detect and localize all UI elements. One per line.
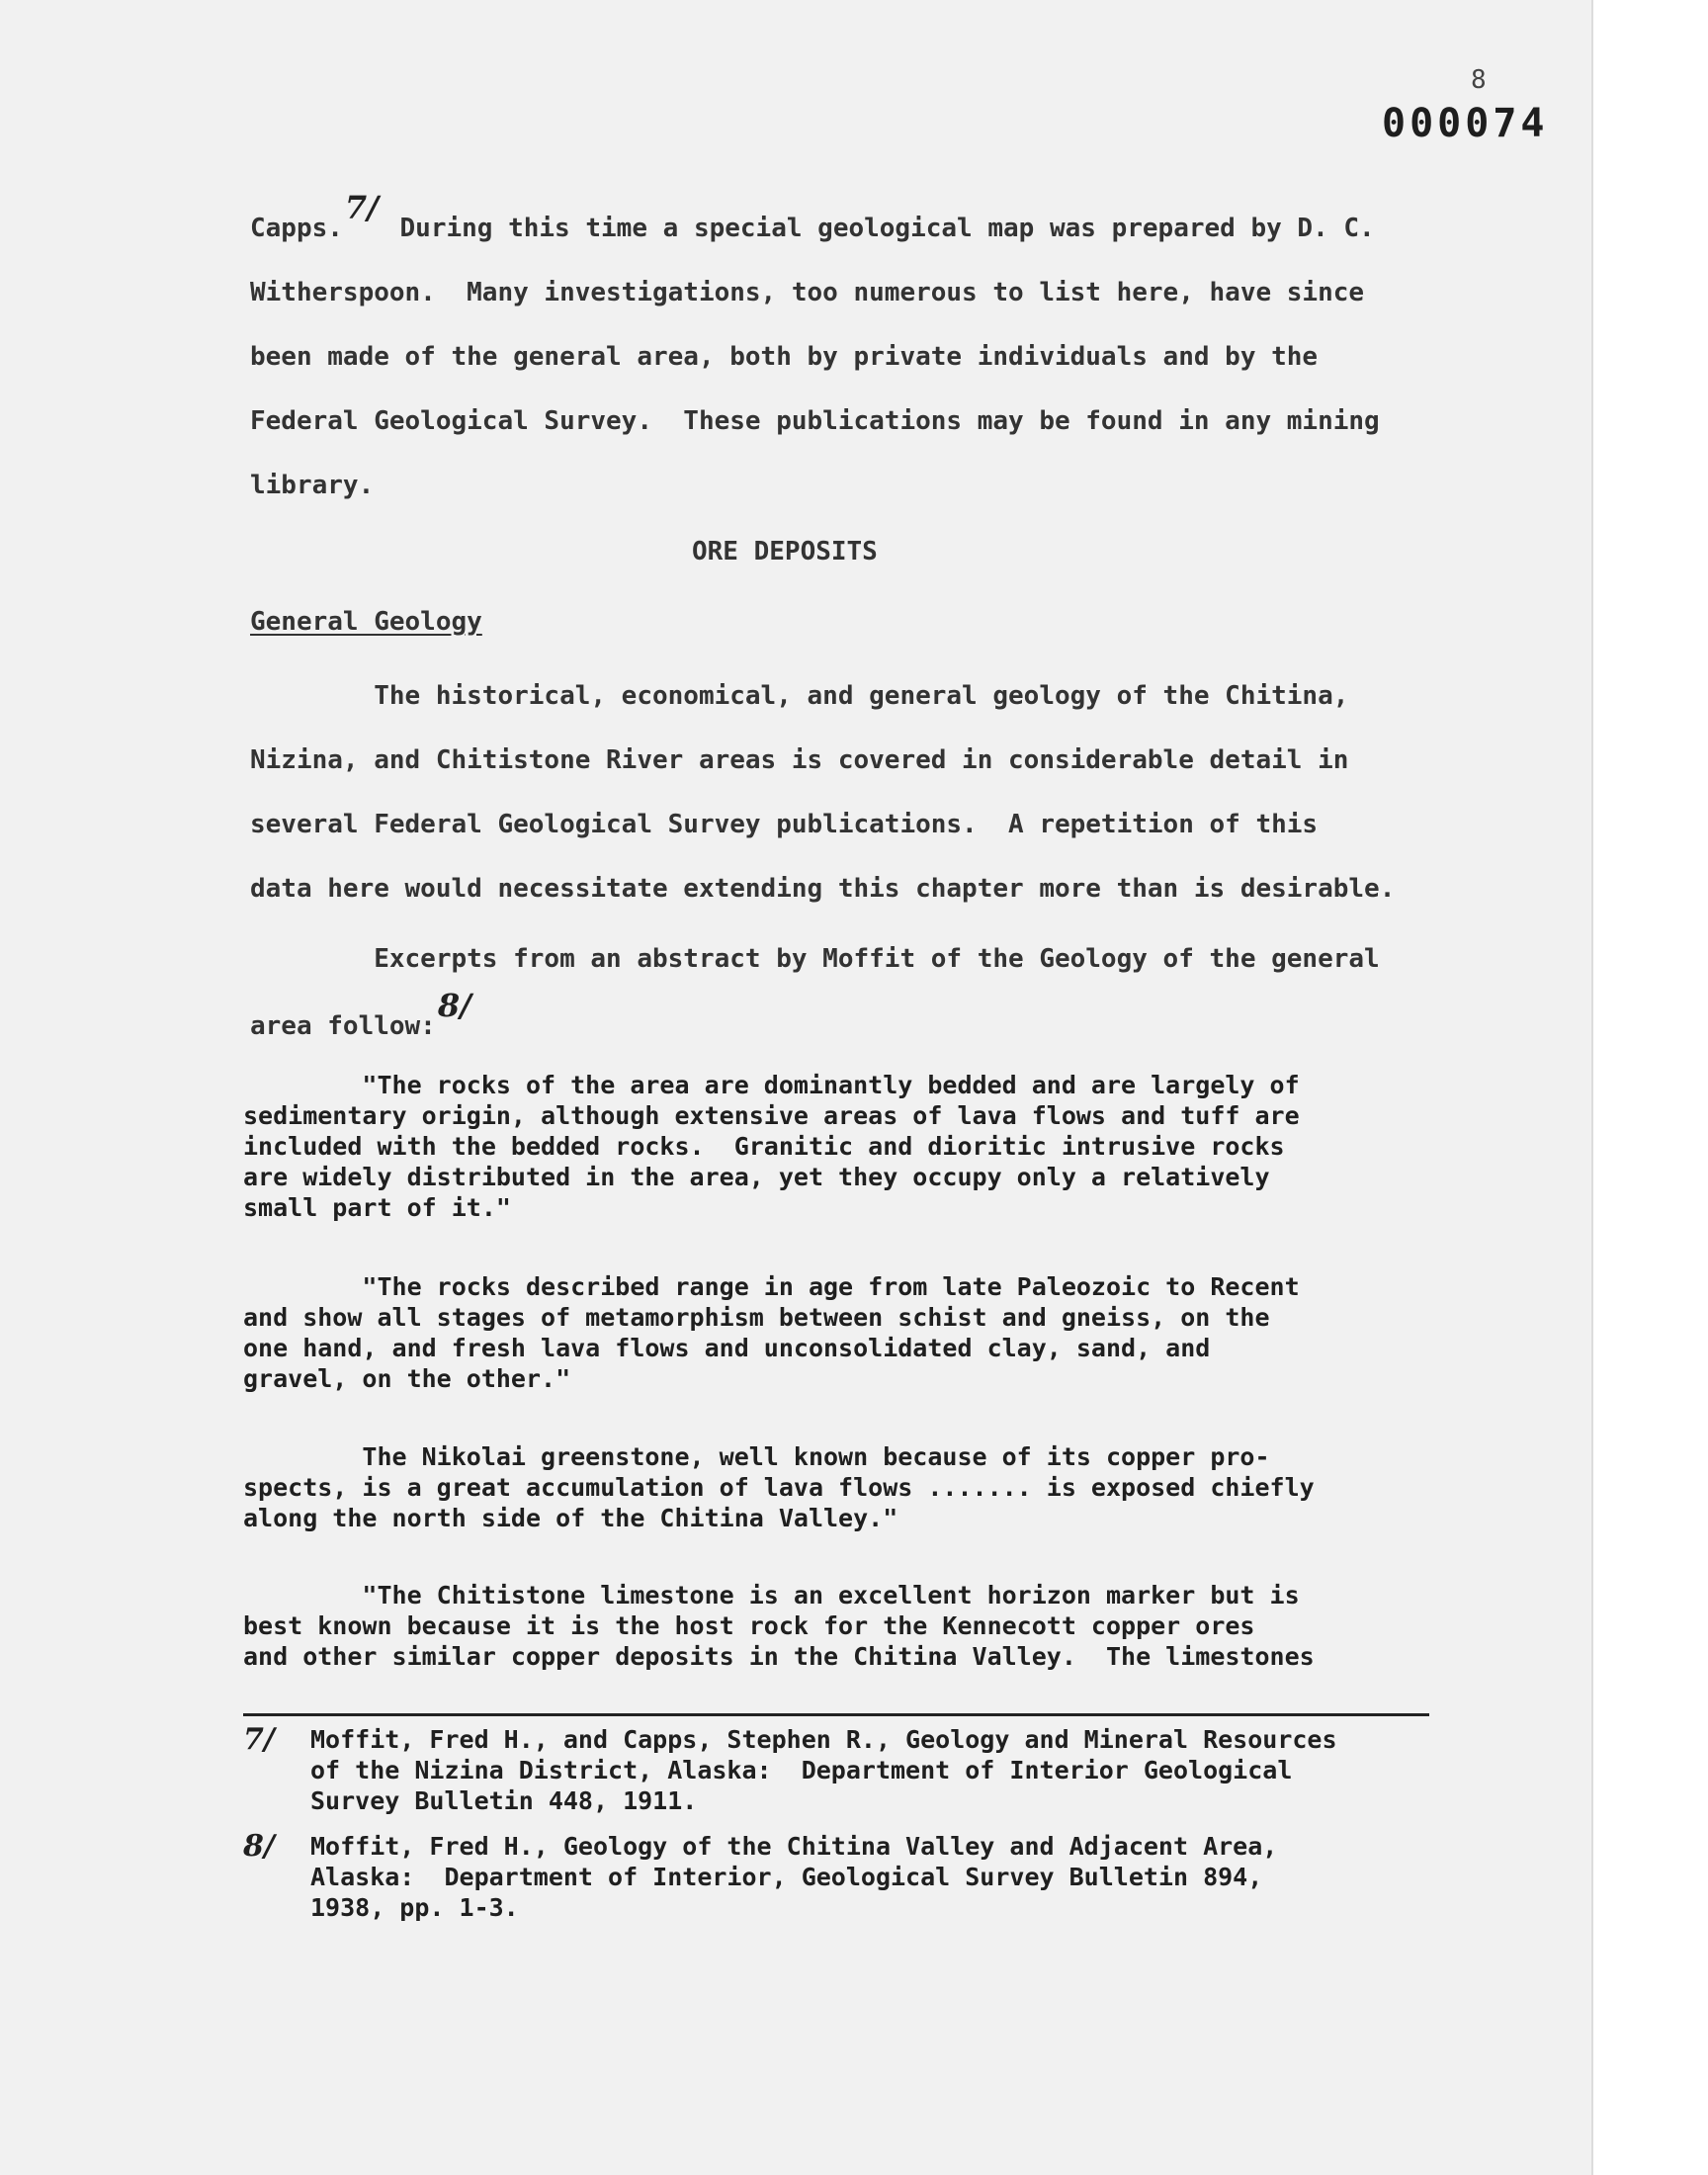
page-number: 8 (1471, 65, 1487, 95)
footnote (243, 1724, 1469, 1816)
footnote-ref-8: 8/ (437, 987, 471, 1024)
intro-rest: Witherspoon. Many investigations, too numerous to list here, have since been made of the general area, both by private individuals and by the Federal Geological Survey. These publications may be found in any mining library. (250, 278, 1380, 500)
footnote-text: Moffit, Fred H., and Capps, Stephen R., Geology and Mineral Resources of the Nizina District, Alaska: Department of Interior Geological Survey Bulletin 448, 1911. (310, 1725, 1337, 1815)
footnote-mark: 8/ (243, 1829, 275, 1864)
excerpts-line1: Excerpts from an abstract by Moffit of the Geology of the general (250, 944, 1380, 974)
document-number: 000074 (1382, 101, 1549, 146)
intro-line1-post: During this time a special geological map was prepared by D. C. (384, 214, 1375, 243)
paragraph-general-geology: The historical, economical, and general geology of the Chitina, Nizina, and Chitistone River areas is covered in considerable detail in several Federal Geological Survey publications. A repetition of this data here would necessitate extending this chapter more than is desirable. (250, 681, 1396, 904)
footnote-ref-7: 7/ (344, 189, 379, 226)
quote-block: "The rocks of the area are dominantly bedded and are largely of sedimentary origin, although extensive areas of lava flows and tuff are included with the bedded rocks. Granitic and dioritic intrusive rocks are widely distributed in the area, yet they occupy only a relatively small part of it." (243, 1071, 1300, 1222)
intro-paragraph (250, 189, 1476, 518)
footnote-divider (243, 1713, 1429, 1716)
paragraph-excerpts (250, 927, 1476, 1059)
footnote-mark: 7/ (243, 1722, 275, 1757)
excerpts-line2: area follow: (250, 1011, 436, 1041)
footnote-text: Moffit, Fred H., Geology of the Chitina Valley and Adjacent Area, Alaska: Department of Interior, Geological Survey Bulletin 894, 1938, pp. 1-3. (310, 1832, 1278, 1922)
quote-block: "The rocks described range in age from late Paleozoic to Recent and show all stages of metamorphism between schist and gneiss, on the one hand, and fresh lava flows and unconsolidated clay, sand, and gravel, on the other." (243, 1272, 1300, 1393)
section-heading: ORE DEPOSITS (692, 537, 878, 566)
intro-line1-pre: Capps. (250, 214, 343, 243)
quote-block: The Nikolai greenstone, well known because of its copper pro- spects, is a great accumulation of lava flows ....... is exposed chiefly along the north side of the Chitina Valley." (243, 1442, 1315, 1532)
subsection-heading: General Geology (250, 607, 482, 637)
quote-block: "The Chitistone limestone is an excellent horizon marker but is best known because it is the host rock for the Kennecott copper ores and other similar copper deposits in the Chitina Valley. The limestones (243, 1581, 1315, 1671)
footnote (243, 1831, 1469, 1923)
